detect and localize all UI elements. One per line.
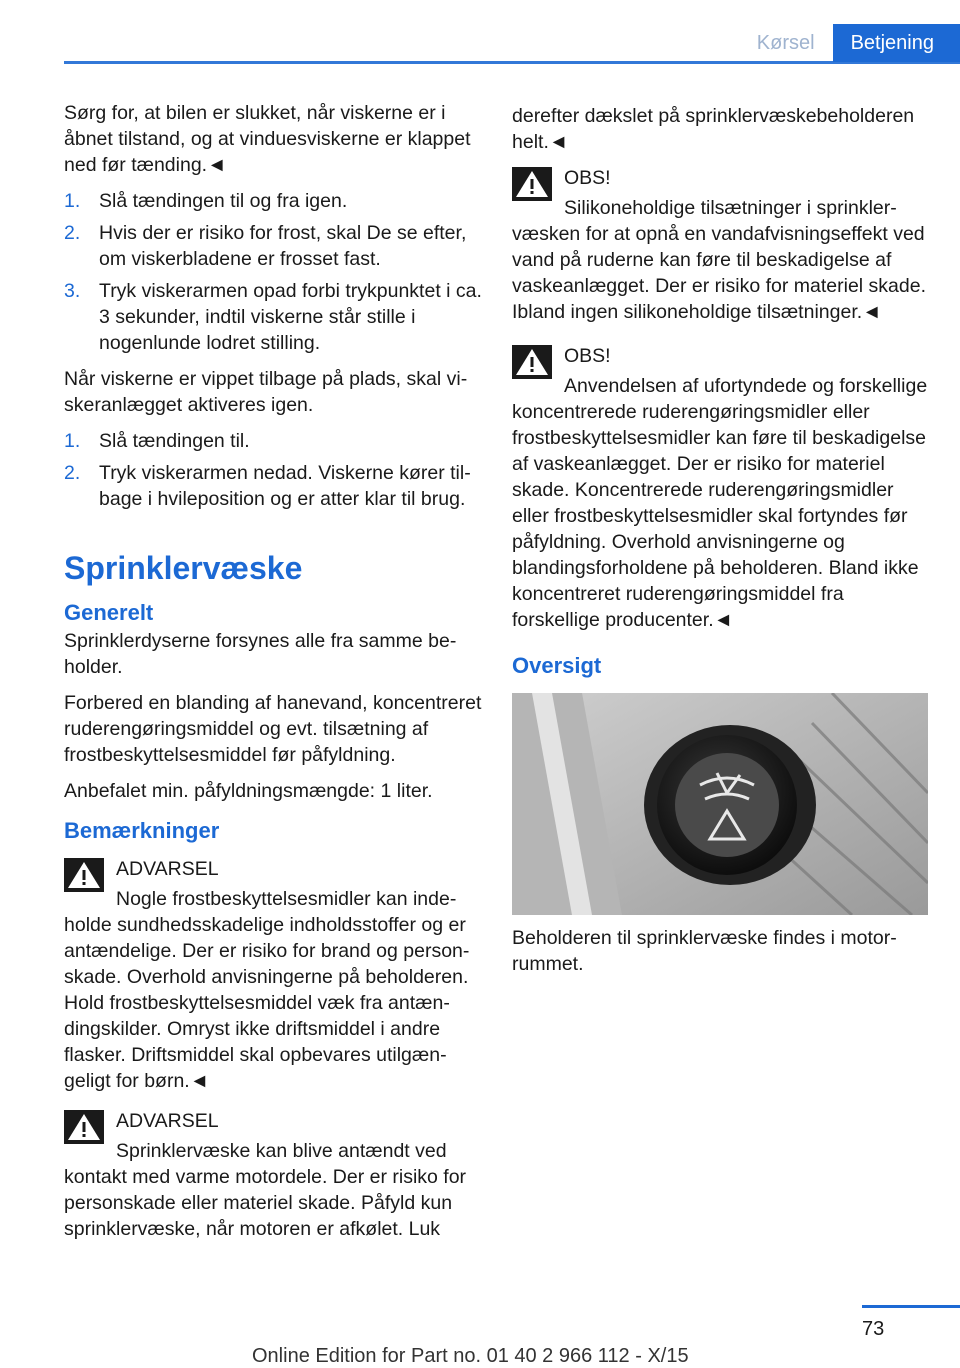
warning-triangle-icon bbox=[64, 858, 104, 892]
footer-edition: Online Edition for Part no. 01 40 2 966 112 - X/15 bbox=[252, 1345, 689, 1367]
caution-label: OBS! bbox=[564, 345, 611, 367]
tab-korsel[interactable]: Kørsel bbox=[739, 24, 833, 62]
caution-body: Silikoneholdige tilsætninger i sprinklervæsken for at opnå en vandafvisningseffekt ved vand på ruderne kan føre til beskadigelse af vaskeanlægget. Der er risiko for materiel skade. Ibland ingen silikoneholdige tilsætninger.◄ bbox=[512, 197, 927, 323]
list-text: Hvis der er risiko for frost, skal De se efter, om viskerbladene er frosset fast. bbox=[99, 222, 467, 270]
paragraph: Sprinklerdyserne forsynes alle fra samme beholder. bbox=[64, 630, 457, 678]
list-item bbox=[64, 428, 484, 454]
page-number: 73 bbox=[862, 1318, 885, 1340]
footer-rule bbox=[862, 1305, 960, 1308]
caution-note bbox=[512, 343, 932, 633]
paragraph: Anbefalet min. påfyldningsmængde: 1 liter. bbox=[64, 780, 433, 802]
list-item bbox=[64, 460, 484, 512]
warning-label: ADVARSEL bbox=[116, 858, 219, 880]
warning-triangle-icon bbox=[64, 1110, 104, 1144]
list-number: 1. bbox=[64, 430, 81, 452]
caution-label: OBS! bbox=[564, 167, 611, 189]
list-number: 2. bbox=[64, 222, 81, 244]
steps-list-1 bbox=[64, 188, 484, 356]
warning-label: ADVARSEL bbox=[116, 1110, 219, 1132]
paragraph: Forbered en blanding af hanevand, koncentreret ruderengøringsmiddel og evt. tilsætning af frostbeskyttelsesmiddel før påfyldning. bbox=[64, 692, 482, 766]
warning-body: Nogle frostbeskyttelsesmidler kan indeholde sundhedsskadelige indholdsstoffer og er antændelige. Der er risiko for brand og personskade. Overhold anvisningerne på beholderen. Hold frostbeskyttelsesmiddel væk fra antændingskilder. Omryst ikke driftsmiddel i andre flasker. Driftsmiddel skal opbevares utilgængeligt for børn.◄ bbox=[64, 888, 470, 1092]
section-title: Sprinklervæske bbox=[64, 550, 303, 586]
list-number: 1. bbox=[64, 190, 81, 212]
list-text: Slå tændingen til og fra igen. bbox=[99, 190, 348, 212]
washer-fluid-cap-photo bbox=[512, 693, 928, 915]
warning-triangle-icon bbox=[512, 345, 552, 379]
continued-paragraph: derefter dækslet på sprinklervæskebeholderen helt.◄ bbox=[512, 105, 915, 153]
tab-betjening[interactable]: Betjening bbox=[833, 24, 960, 62]
subsection-title-generelt: Generelt bbox=[64, 600, 154, 625]
right-column bbox=[512, 103, 932, 987]
caution-note bbox=[512, 165, 932, 325]
subsection-title-oversigt: Oversigt bbox=[512, 653, 602, 678]
subsection-title-bemaerkninger: Bemærkninger bbox=[64, 818, 220, 843]
steps-list-2 bbox=[64, 428, 484, 512]
list-item bbox=[64, 188, 484, 214]
list-item bbox=[64, 220, 484, 272]
intro-paragraph: Sørg for, at bilen er slukket, når viskerne er i åbnet tilstand, og at vinduesviskerne er klappet ned før tænding.◄ bbox=[64, 102, 471, 176]
left-column bbox=[64, 100, 484, 1256]
list-number: 2. bbox=[64, 462, 81, 484]
list-text: Slå tændingen til. bbox=[99, 430, 250, 452]
warning-body: Sprinklervæske kan blive antændt ved kontakt med varme motordele. Der er risiko for personskade eller materiel skade. Påfyld kun sprinklervæske, når motoren er afkølet. Luk bbox=[64, 1140, 467, 1240]
list-item bbox=[64, 278, 484, 356]
caution-body: Anvendelsen af ufortyndede og forskellige koncentrerede ruderengøringsmidler eller frostbeskyttelsesmidler kan føre til beskadigelse af vaskeanlægget. Der er risiko for materiel skade. Koncentrerede ruderengøringsmidler eller frostbeskyttelsesmidler skal fortyndes før påfyldning. Overhold anvisningerne og blandingsforholdene på beholderen. Bland ikke koncentreret ruderengøringsmiddel fra forskellige producenter.◄ bbox=[512, 375, 928, 631]
chapter-tabs bbox=[739, 24, 960, 62]
paragraph: Når viskerne er vippet tilbage på plads, skal viskeranlægget aktiveres igen. bbox=[64, 368, 468, 416]
list-text: Tryk viskerarmen opad forbi trykpunktet i ca. 3 sekunder, indtil viskerne står stille i nogenlunde lodret stilling. bbox=[99, 280, 482, 354]
warning-note bbox=[64, 1108, 484, 1242]
list-text: Tryk viskerarmen nedad. Viskerne kører tilbage i hvileposition og er atter klar til brug. bbox=[99, 462, 471, 510]
warning-triangle-icon bbox=[512, 167, 552, 201]
header-rule bbox=[64, 61, 960, 64]
warning-note bbox=[64, 856, 484, 1094]
list-number: 3. bbox=[64, 280, 81, 302]
photo-caption: Beholderen til sprinklervæske findes i motorrummet. bbox=[512, 927, 897, 975]
